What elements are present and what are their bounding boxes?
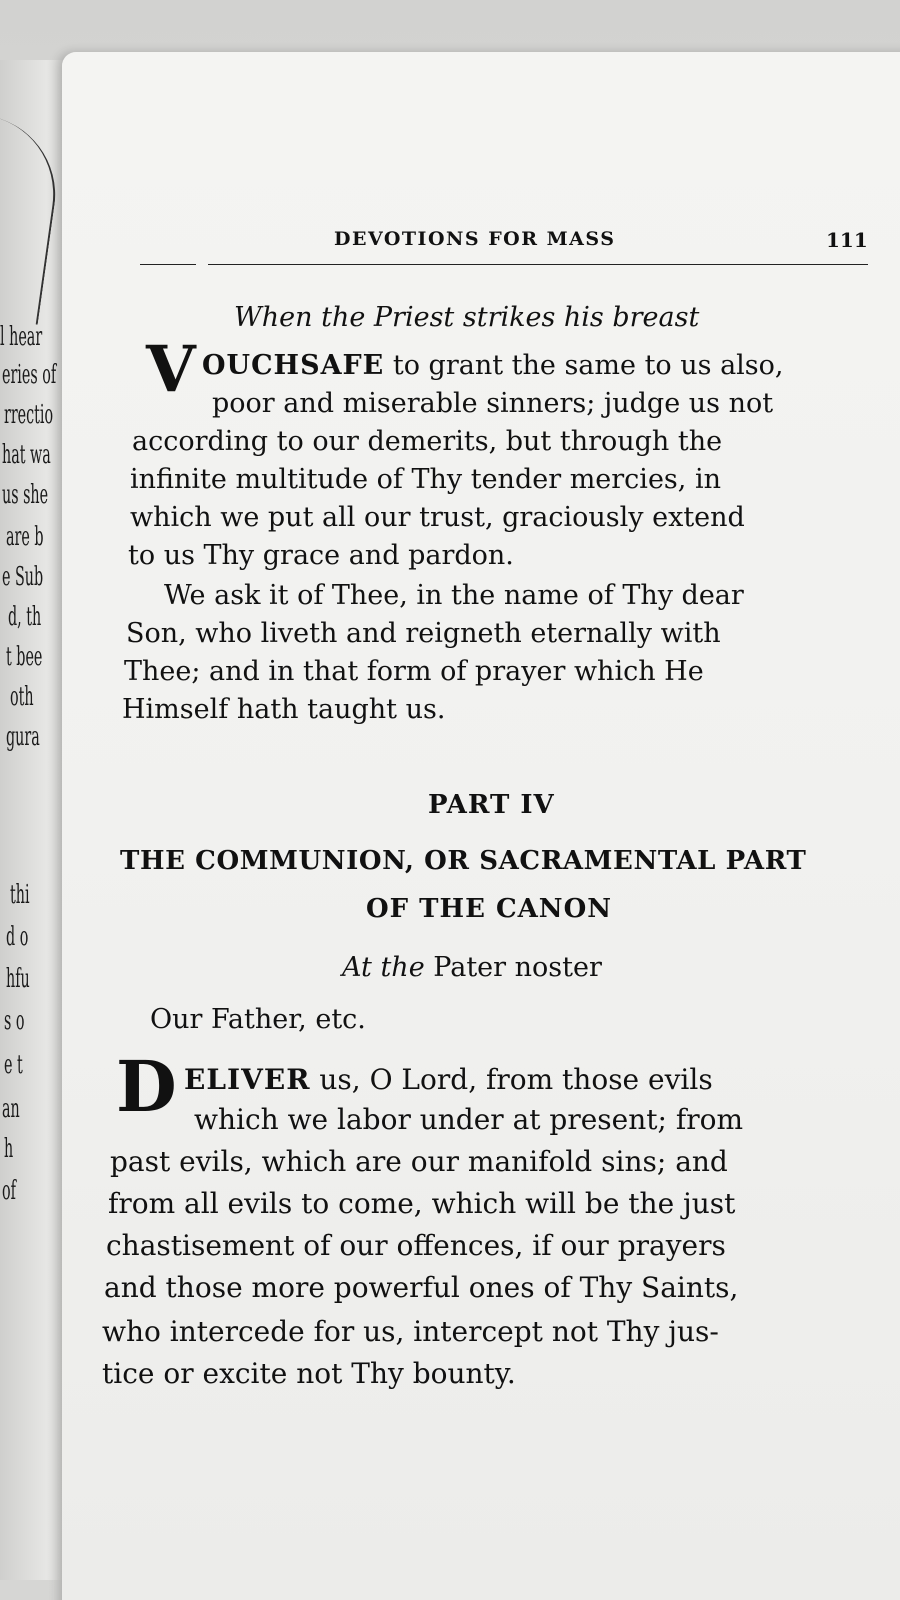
para1-line-1-rest: to grant the same to us also, [384, 350, 784, 381]
left-page-fragment: l hear [0, 322, 43, 352]
para3-line-1-rest: us, O Lord, from those evils [310, 1063, 713, 1096]
para2-line-2: Son, who liveth and reigneth eternally with [126, 618, 721, 649]
para3-line-8: tice or excite not Thy bounty. [102, 1357, 516, 1390]
page-curl-line [0, 115, 66, 324]
para3-line-4: from all evils to come, which will be the just [108, 1187, 736, 1220]
page-number: 111 [826, 228, 868, 252]
left-page-fragment: s o [4, 1006, 25, 1036]
para3-line-1 [184, 1064, 713, 1096]
left-page-fragment: us she [2, 480, 49, 510]
left-facing-page [0, 60, 66, 1580]
rubric-priest-strikes-breast: When the Priest strikes his breast [234, 302, 700, 333]
para1-line-2: poor and miserable sinners; judge us not [212, 388, 774, 419]
left-page-fragment: rrectio [4, 400, 54, 430]
left-page-fragment: thi [10, 880, 30, 910]
rubric-pater-italic: At the [342, 952, 425, 983]
dropcap-v: V [146, 332, 196, 407]
left-page-fragment: eries of [2, 360, 57, 390]
para2-line-3: Thee; and in that form of prayer which He [124, 656, 704, 687]
left-page-fragment: e t [4, 1050, 23, 1080]
left-page-fragment: h [4, 1134, 14, 1164]
para1-line-4: infinite multitude of Thy tender mercies, in [130, 464, 721, 495]
left-page-fragment: an [2, 1094, 20, 1124]
para3-line-7: who intercede for us, intercept not Thy jus- [102, 1315, 719, 1348]
para2-line-4: Himself hath taught us. [122, 694, 446, 725]
head-rule-short [140, 264, 196, 265]
rubric-pater-noster [342, 952, 602, 984]
left-page-fragment: gura [6, 722, 40, 752]
head-rule-long [208, 264, 868, 265]
left-page-fragment: d, th [8, 602, 42, 632]
para3-line-3: past evils, which are our manifold sins; and [110, 1145, 728, 1178]
para1-lead-word: OUCHSAFE [202, 350, 385, 381]
left-page-fragment: of [2, 1176, 16, 1206]
left-page-fragment: are b [6, 522, 44, 552]
running-head-title: DEVOTIONS FOR MASS [334, 228, 616, 250]
section-heading-line-1: THE COMMUNION, OR SACRAMENTAL PART [120, 846, 807, 876]
para1-line-3: according to our demerits, but through the [132, 426, 723, 457]
para3-line-2: which we labor under at present; from [194, 1103, 744, 1136]
para2-line-1: We ask it of Thee, in the name of Thy dear [164, 580, 744, 611]
dropcap-d: D [116, 1045, 177, 1128]
left-page-fragment: hat wa [2, 440, 51, 470]
left-page-fragment: e Sub [2, 562, 44, 592]
section-heading-line-2: OF THE CANON [366, 894, 612, 924]
para1-line-5: which we put all our trust, graciously extend [130, 502, 745, 533]
para1-line-1 [202, 350, 784, 382]
our-father-line: Our Father, etc. [150, 1004, 366, 1035]
para3-lead-word: ELIVER [184, 1063, 311, 1096]
rubric-pater-roman: Pater noster [424, 952, 602, 983]
part-heading: PART IV [428, 790, 555, 820]
para3-line-5: chastisement of our offences, if our prayers [106, 1229, 726, 1262]
left-page-fragment: t bee [6, 642, 43, 672]
book-page [62, 52, 900, 1600]
para1-line-6: to us Thy grace and pardon. [128, 540, 514, 571]
para3-line-6: and those more powerful ones of Thy Saints, [104, 1271, 739, 1304]
left-page-fragment: oth [10, 682, 34, 712]
left-page-fragment: hfu [6, 964, 30, 994]
left-page-fragment: d o [6, 922, 29, 952]
page-text [62, 52, 900, 1600]
